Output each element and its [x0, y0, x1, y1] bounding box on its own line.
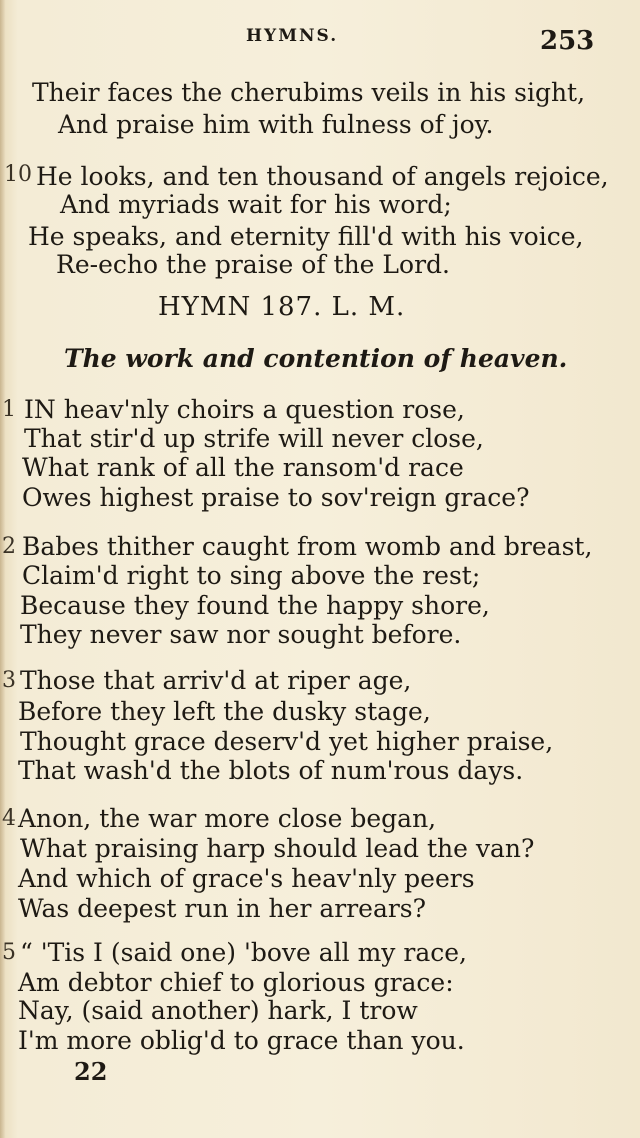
hymn-title: HYMN 187. L. M.	[158, 292, 406, 322]
page-number: 253	[540, 26, 595, 56]
verse-line: Before they left the dusky stage,	[18, 697, 431, 726]
running-header: HYMNS.	[246, 26, 339, 46]
stanza-number: 3	[2, 668, 16, 693]
hymn-subtitle: The work and contention of heaven.	[64, 344, 568, 373]
verse-line: Was deepest run in her arrears?	[18, 894, 427, 923]
verse-line: Nay, (said another) hark, I trow	[18, 996, 418, 1025]
verse-line: Am debtor chief to glorious grace:	[18, 968, 454, 997]
verse-line: He speaks, and eternity fill'd with his voice,	[28, 222, 584, 251]
verse-line: Their faces the cherubims veils in his sight,	[32, 78, 586, 107]
verse-line: That stir'd up strife will never close,	[24, 424, 484, 453]
verse-line: And myriads wait for his word;	[60, 190, 452, 219]
verse-line: Because they found the happy shore,	[20, 591, 490, 620]
verse-line: Owes highest praise to sov'reign grace?	[22, 483, 530, 512]
verse-line: I'm more oblig'd to grace than you.	[18, 1026, 465, 1055]
verse-line: And praise him with fulness of joy.	[58, 110, 494, 139]
verse-line: What praising harp should lead the van?	[20, 834, 535, 863]
stanza-number: 1	[2, 397, 16, 422]
verse-line: Re-echo the praise of the Lord.	[56, 250, 450, 279]
verse-line: They never saw nor sought before.	[20, 620, 462, 649]
verse-number: 10	[4, 162, 32, 187]
verse-line: Thought grace deserv'd yet higher praise,	[20, 727, 554, 756]
verse-line: Claim'd right to sing above the rest;	[22, 561, 481, 590]
signature-mark: 22	[74, 1057, 108, 1086]
stanza-number: 4	[2, 806, 16, 831]
stanza-number: 2	[2, 534, 16, 559]
verse-line: Anon, the war more close began,	[18, 804, 437, 833]
verse-line: What rank of all the ransom'd race	[22, 453, 464, 482]
verse-line: “ 'Tis I (said one) 'bove all my race,	[20, 938, 467, 967]
verse-line: IN heav'nly choirs a question rose,	[24, 395, 465, 424]
verse-line: Those that arriv'd at riper age,	[20, 666, 412, 695]
verse-line: Babes thither caught from womb and breast,	[22, 532, 593, 561]
verse-line: That wash'd the blots of num'rous days.	[18, 756, 524, 785]
verse-line: And which of grace's heav'nly peers	[18, 864, 475, 893]
verse-line: He looks, and ten thousand of angels rejoice,	[36, 162, 609, 191]
stanza-number: 5	[2, 940, 16, 965]
